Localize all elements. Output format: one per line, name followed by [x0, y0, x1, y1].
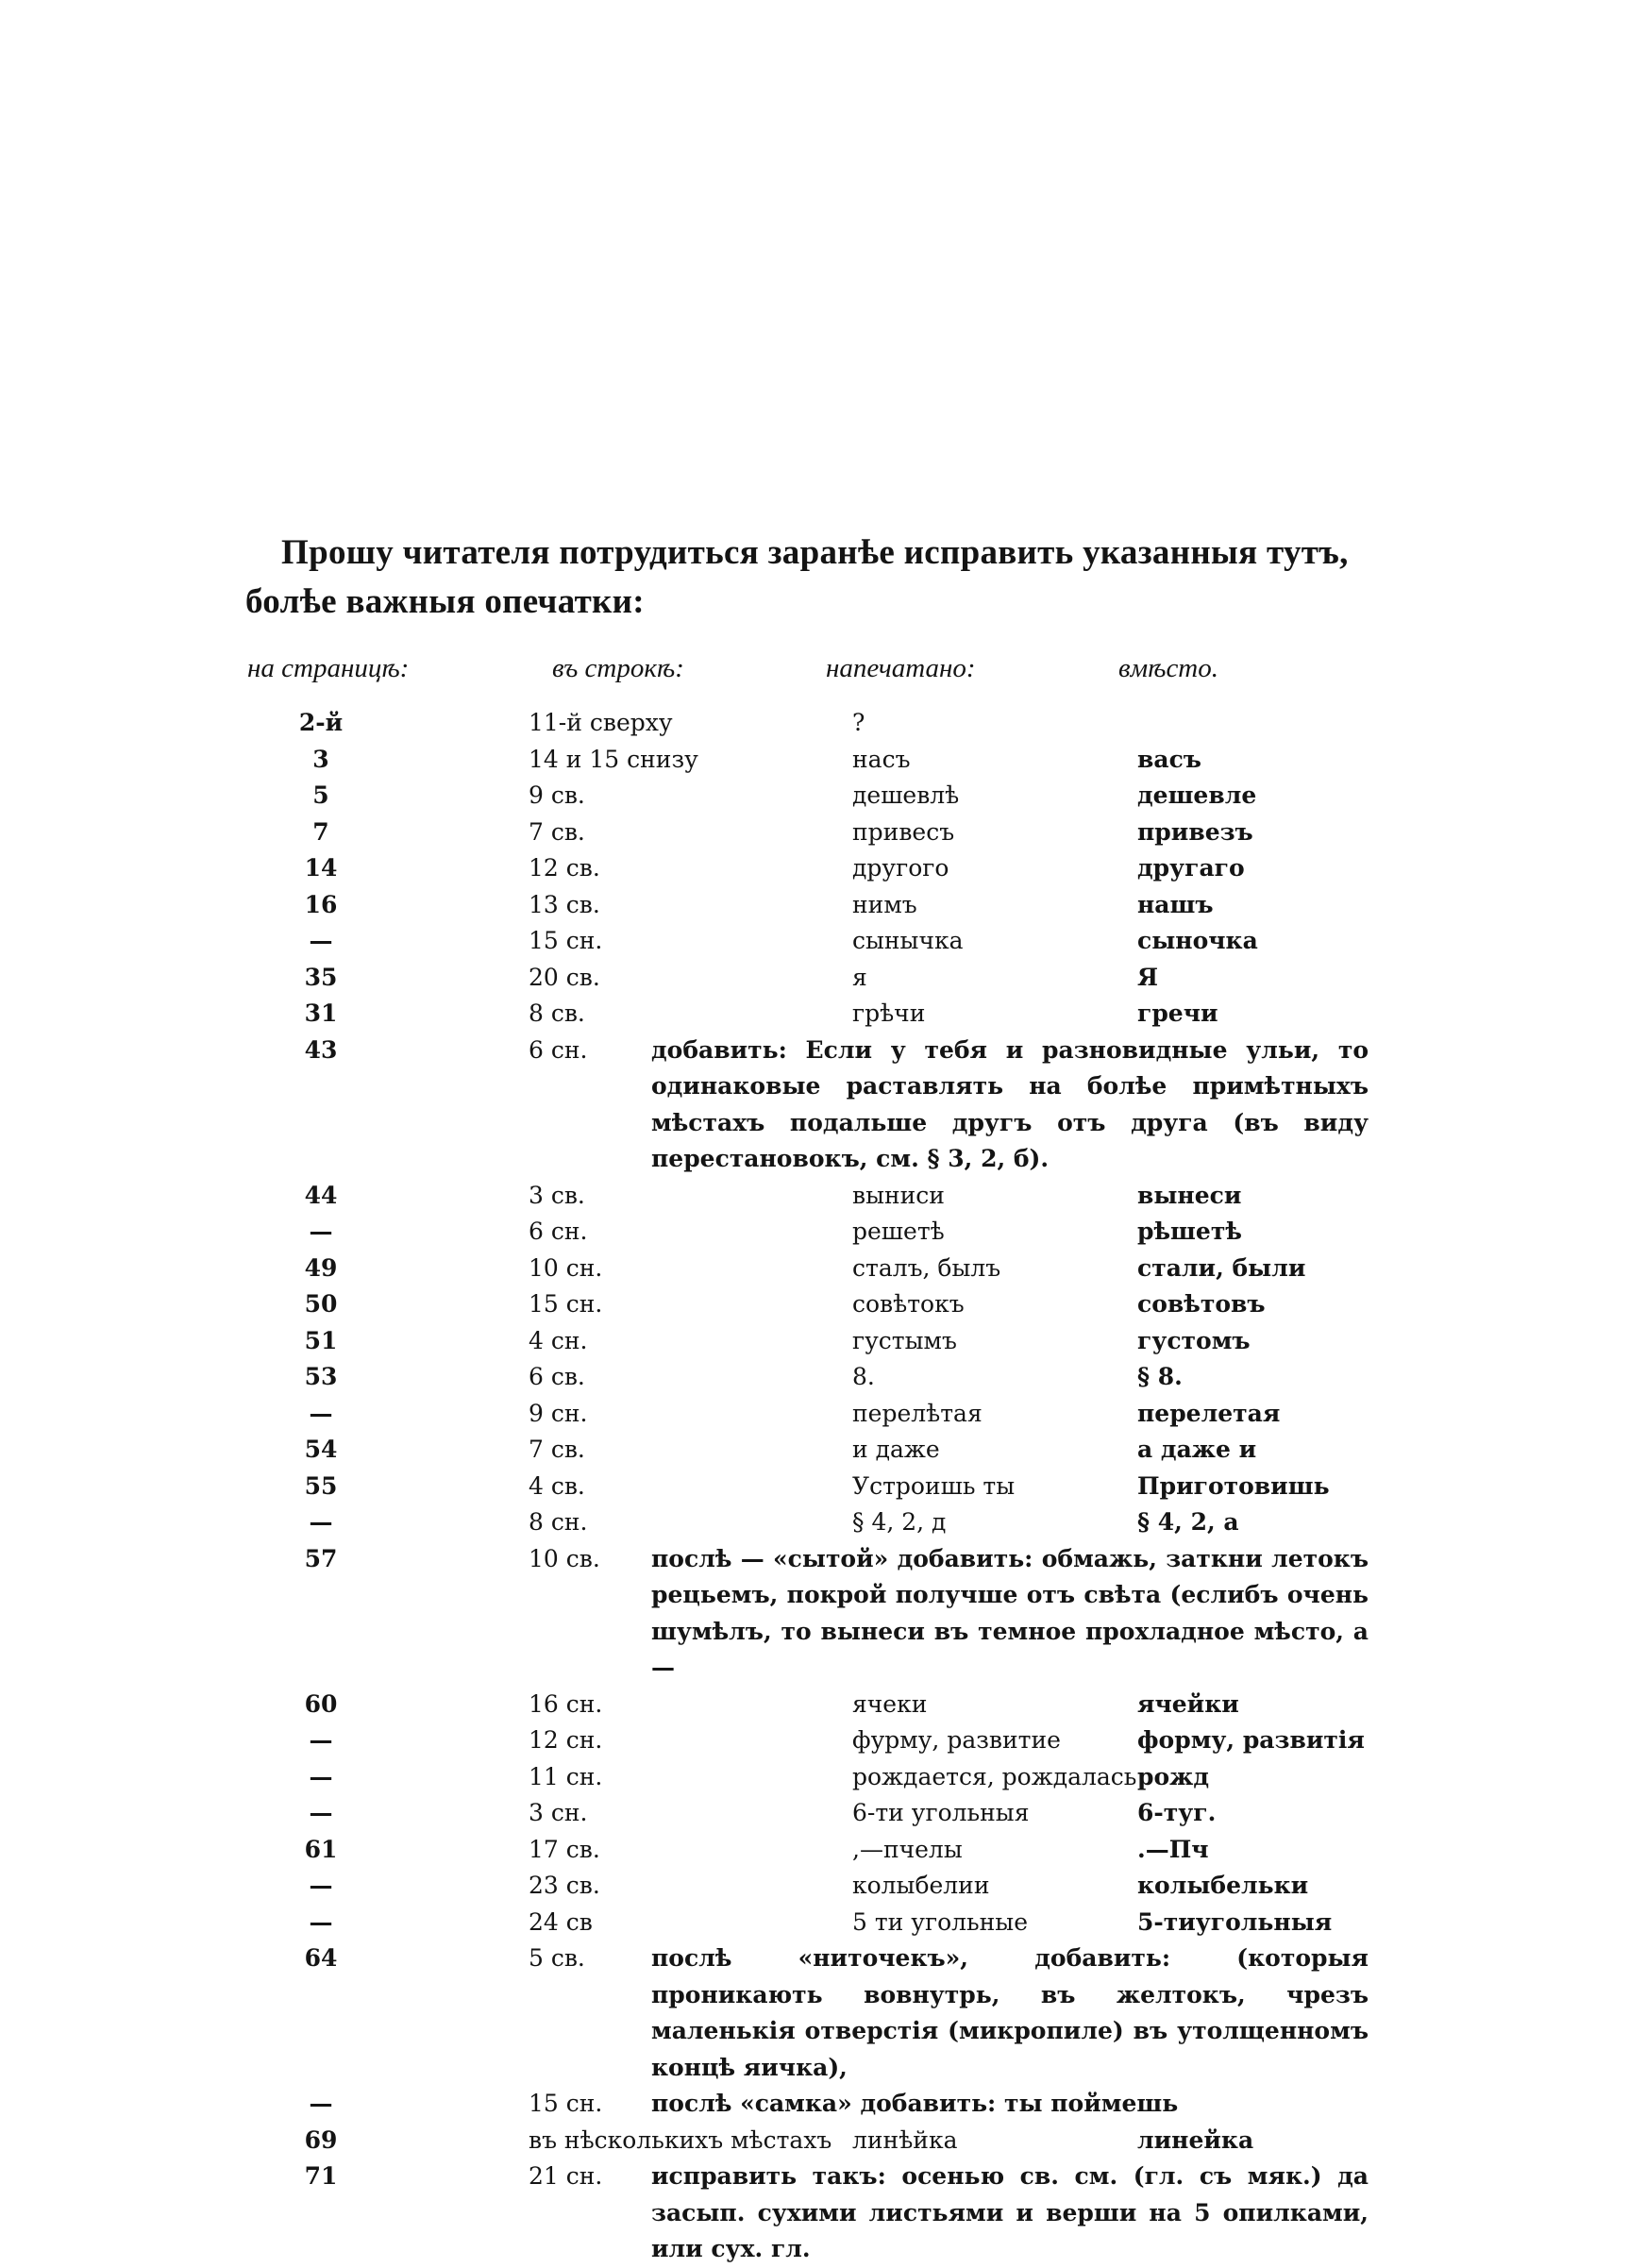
page-number: 5 — [312, 781, 329, 809]
printed-text: § 4, 2, д — [852, 1508, 947, 1536]
line-reference: 8 св. — [529, 1000, 585, 1027]
printed-text: 8. — [852, 1363, 875, 1390]
errata-row — [0, 1359, 1646, 1396]
page-number: 53 — [304, 1363, 338, 1390]
line-reference: 12 св. — [529, 854, 600, 882]
page-number: 54 — [304, 1436, 338, 1463]
page-number: 7 — [312, 817, 329, 846]
line-reference: 14 и 15 снизу — [529, 745, 698, 773]
correct-text: перелетая — [1137, 1399, 1281, 1427]
line-reference: 16 сн. — [529, 1689, 603, 1718]
errata-row — [0, 2086, 1646, 2123]
printed-text: другого — [852, 854, 949, 882]
line-reference: 15 сн. — [529, 2090, 603, 2117]
correct-text: а даже и — [1137, 1436, 1257, 1463]
page-number: — — [309, 1726, 333, 1754]
line-reference: 10 св. — [529, 1544, 600, 1572]
correct-text: Я — [1137, 963, 1159, 991]
page-number: — — [309, 1762, 333, 1790]
errata-row — [0, 1905, 1646, 1941]
errata-row — [0, 1251, 1646, 1287]
page-number: — — [309, 1907, 333, 1936]
errata-row — [0, 1687, 1646, 1723]
correct-text: ячейки — [1137, 1689, 1239, 1718]
page-number: — — [309, 1399, 333, 1427]
errata-row — [0, 778, 1646, 815]
errata-row — [0, 815, 1646, 851]
errata-row — [0, 742, 1646, 779]
printed-text: перелѣтая — [852, 1399, 983, 1427]
correct-text: гречи — [1137, 1000, 1218, 1027]
errata-row — [0, 1868, 1646, 1905]
page-number: 64 — [304, 1944, 338, 1972]
line-reference: 15 сн. — [529, 1290, 603, 1318]
page-number: — — [309, 2090, 333, 2117]
page-number: 3 — [312, 745, 329, 773]
line-reference: 4 сн. — [529, 1326, 588, 1354]
printed-text: колыбелии — [852, 1872, 990, 1899]
printed-text: грѣчи — [852, 1000, 926, 1027]
page-number: 35 — [304, 963, 338, 991]
errata-row — [0, 1033, 1646, 1178]
printed-text: выниси — [852, 1181, 945, 1209]
printed-text: решетѣ — [852, 1218, 945, 1245]
page-number: 14 — [304, 854, 338, 882]
page-number: — — [309, 927, 333, 954]
errata-row — [0, 1178, 1646, 1215]
errata-row — [0, 1396, 1646, 1433]
printed-text: 6-ти угольныя — [852, 1799, 1030, 1826]
printed-text: Устроишь ты — [852, 1471, 1016, 1500]
line-reference: 8 сн. — [529, 1508, 588, 1536]
line-reference: въ нѣсколькихъ мѣстахъ — [529, 2125, 832, 2154]
correct-text: § 4, 2, а — [1137, 1508, 1239, 1536]
errata-row — [0, 1940, 1646, 2086]
line-reference: 11 сн. — [529, 1762, 603, 1790]
page-number: 50 — [304, 1290, 338, 1318]
correct-text: васъ — [1137, 745, 1201, 773]
header-page: на страницѣ: — [247, 653, 410, 683]
line-reference: 23 св. — [529, 1872, 600, 1899]
correct-text: линейка — [1137, 2125, 1254, 2154]
line-reference: 24 св — [529, 1907, 593, 1936]
correct-text: форму, развитія — [1137, 1726, 1365, 1754]
page-number: 51 — [304, 1326, 338, 1354]
page-number: 60 — [304, 1689, 338, 1718]
printed-text: ячеки — [852, 1689, 928, 1718]
line-reference: 17 св. — [529, 1835, 600, 1863]
errata-row — [0, 1214, 1646, 1251]
correct-text: совѣтовъ — [1137, 1290, 1266, 1318]
intro-paragraph: Прошу читателя потрудиться заранѣе исправить указанныя тутъ, болѣе важныя опечатки: — [245, 533, 1349, 621]
errata-row — [0, 887, 1646, 924]
page-number: 49 — [304, 1253, 338, 1282]
line-reference: 7 св. — [529, 817, 585, 846]
line-reference: 9 сн. — [529, 1399, 588, 1427]
errata-row — [0, 1759, 1646, 1796]
printed-text: густымъ — [852, 1326, 957, 1354]
line-reference: 4 св. — [529, 1471, 585, 1500]
page-number: — — [309, 1218, 333, 1245]
errata-row — [0, 1832, 1646, 1869]
errata-row — [0, 2159, 1646, 2268]
correct-text: сыночка — [1137, 927, 1258, 954]
errata-row — [0, 1432, 1646, 1469]
correct-text: рѣшетѣ — [1137, 1218, 1242, 1245]
page-number: — — [309, 1799, 333, 1826]
errata-row — [0, 996, 1646, 1033]
page-number: 16 — [304, 890, 338, 918]
correct-text: вынеси — [1137, 1181, 1242, 1209]
errata-row — [0, 705, 1646, 742]
line-reference: 5 св. — [529, 1944, 585, 1972]
line-reference: 7 св. — [529, 1436, 585, 1463]
page-number: 57 — [304, 1544, 338, 1572]
printed-text: нимъ — [852, 890, 917, 918]
printed-text: ? — [852, 709, 865, 736]
printed-text: рождается, рождалась — [852, 1762, 1137, 1790]
errata-row — [0, 960, 1646, 997]
errata-row — [0, 1722, 1646, 1759]
errata-row — [0, 923, 1646, 960]
correction-note: послѣ «самка» добавить: ты поймешь — [651, 2090, 1179, 2117]
header-line: въ строкѣ: — [552, 653, 684, 683]
line-reference: 13 св. — [529, 890, 600, 918]
line-reference: 12 сн. — [529, 1726, 603, 1754]
correct-text: привезъ — [1137, 817, 1253, 846]
page-number: 43 — [304, 1035, 338, 1064]
printed-text: 5 ти угольные — [852, 1907, 1028, 1936]
correct-text: другаго — [1137, 854, 1245, 882]
correct-text: нашъ — [1137, 890, 1214, 918]
line-reference: 15 сн. — [529, 927, 603, 954]
correct-text: Приготовишь — [1137, 1471, 1330, 1500]
page-number: 2-й — [298, 709, 344, 736]
errata-row — [0, 1541, 1646, 1687]
line-reference: 9 св. — [529, 781, 585, 809]
header-correct: вмѣсто. — [1118, 653, 1219, 683]
errata-row — [0, 850, 1646, 887]
printed-text: фурму, развитие — [852, 1726, 1061, 1754]
correct-text: дешевле — [1137, 781, 1257, 809]
line-reference: 6 сн. — [529, 1218, 588, 1245]
printed-text: дешевлѣ — [852, 781, 960, 809]
page-number: — — [309, 1508, 333, 1536]
line-reference: 6 св. — [529, 1363, 585, 1390]
page-number: 71 — [304, 2162, 338, 2190]
line-reference: 3 св. — [529, 1181, 585, 1209]
printed-text: и даже — [852, 1436, 940, 1463]
line-reference: 21 сн. — [529, 2162, 603, 2190]
errata-row — [0, 1286, 1646, 1323]
errata-row — [0, 1323, 1646, 1360]
line-reference: 6 сн. — [529, 1035, 588, 1064]
line-reference: 3 сн. — [529, 1799, 588, 1826]
correct-text: рожд — [1137, 1762, 1210, 1790]
page-number: 69 — [304, 2125, 338, 2154]
correction-note: послѣ «ниточекъ», добавить: (которыя проникають вовнутрь, въ желтокъ, чрезъ маленькія отверстія (микропиле) въ утолщенномъ концѣ яичка), — [651, 1944, 1369, 2081]
correct-text: .—Пч — [1137, 1835, 1209, 1863]
printed-text: сталъ, былъ — [852, 1253, 1001, 1282]
page-number: — — [309, 1872, 333, 1899]
line-reference: 10 сн. — [529, 1253, 603, 1282]
correction-note: исправить такъ: осенью св. см. (гл. съ мяк.) да засып. сухими листьями и верши на 5 опилками, или сух. гл. — [651, 2162, 1369, 2262]
correction-note: послѣ — «сытой» добавить: обмажь, заткни летокъ рецьемъ, покрой получше отъ свѣта (еслибъ очень шумѣлъ, то вынеси въ темное прохладное мѣсто, а — — [651, 1544, 1369, 1681]
page-number: 55 — [304, 1471, 338, 1500]
header-printed: напечатано: — [826, 653, 976, 683]
printed-text: сынычка — [852, 927, 964, 954]
correct-text: колыбельки — [1137, 1872, 1309, 1899]
printed-text: совѣтокъ — [852, 1290, 965, 1318]
printed-text: линѣйка — [852, 2125, 958, 2154]
page-number: 44 — [304, 1181, 338, 1209]
errata-row — [0, 1504, 1646, 1541]
printed-text: ,—пчелы — [852, 1835, 963, 1863]
errata-row — [0, 2123, 1646, 2159]
correct-text: стали, были — [1137, 1253, 1306, 1282]
errata-table — [0, 705, 1646, 2268]
correct-text: § 8. — [1137, 1363, 1183, 1390]
correct-text: 6-туг. — [1137, 1799, 1217, 1826]
errata-row — [0, 1795, 1646, 1832]
printed-text: я — [852, 963, 867, 991]
line-reference: 20 св. — [529, 963, 600, 991]
line-reference: 11-й сверху — [529, 709, 673, 736]
printed-text: насъ — [852, 745, 911, 773]
errata-row — [0, 1469, 1646, 1505]
column-headers — [0, 653, 1646, 691]
page-number: 61 — [304, 1835, 338, 1863]
correction-note: добавить: Если у тебя и разновидные ульи, то одинаковые раставлять на болѣе примѣтныхъ мѣстахъ подальше другъ отъ друга (въ виду перестановокъ, см. § 3, 2, б). — [651, 1035, 1369, 1172]
correct-text: 5-тиугольныя — [1137, 1907, 1333, 1936]
correct-text: густомъ — [1137, 1326, 1251, 1354]
page-number: 31 — [304, 1000, 338, 1027]
printed-text: привесъ — [852, 817, 955, 846]
